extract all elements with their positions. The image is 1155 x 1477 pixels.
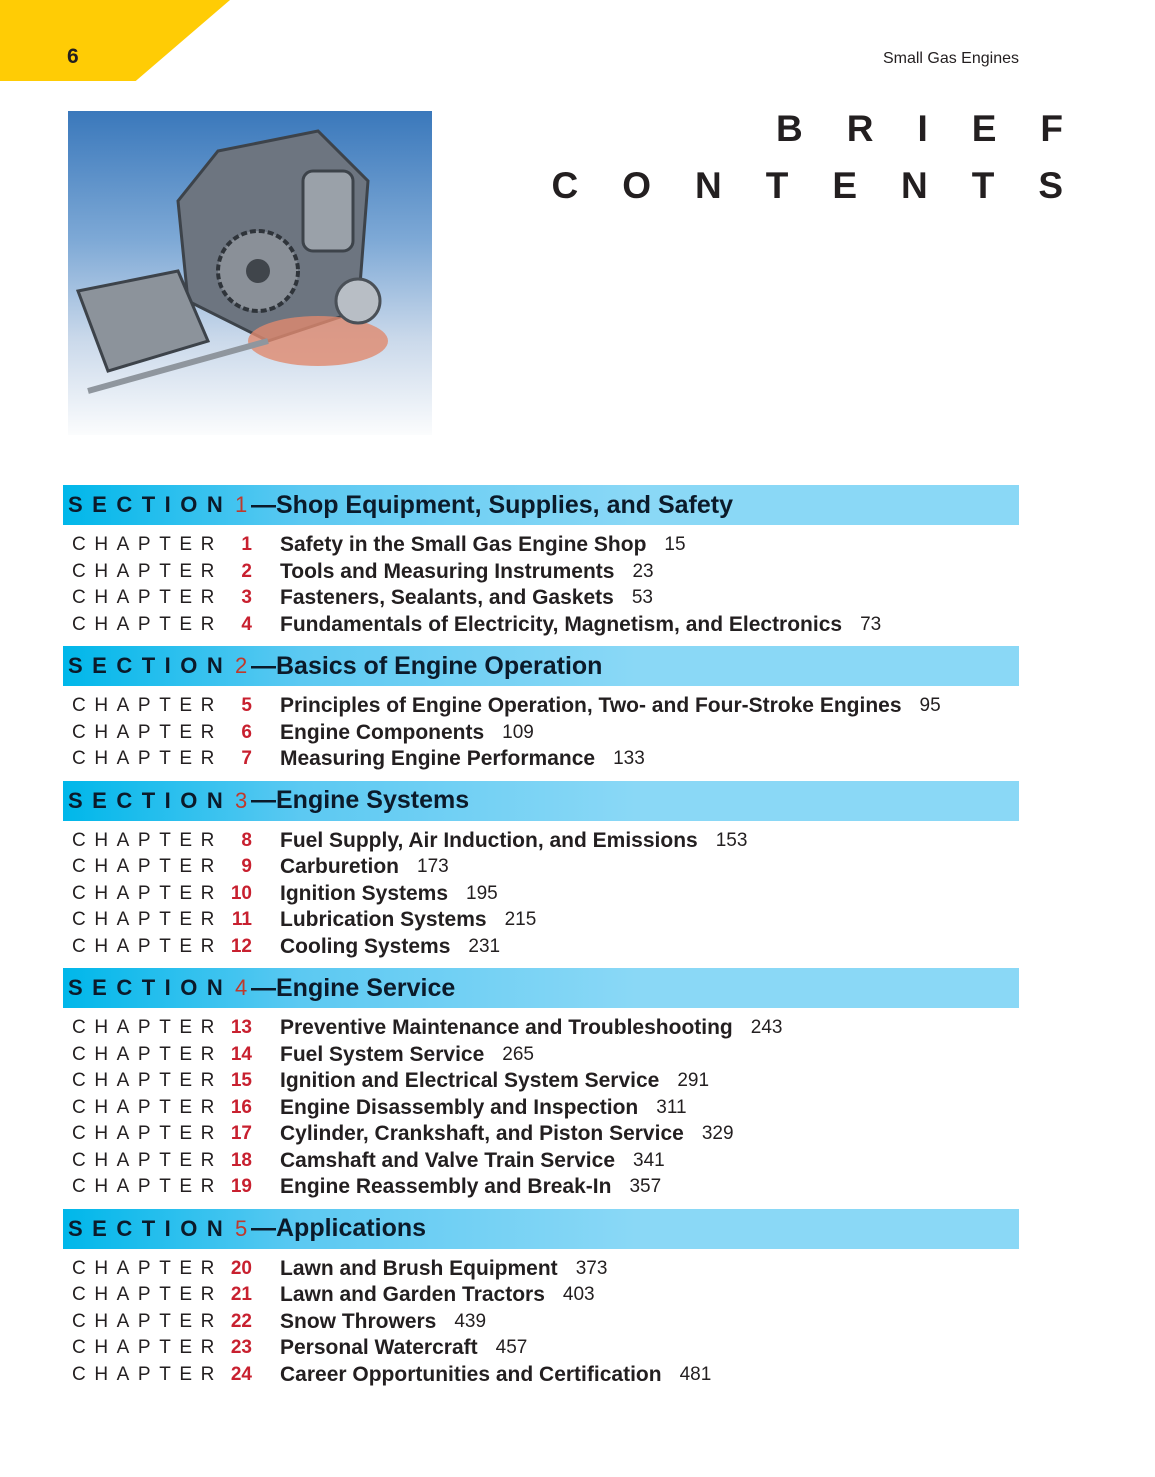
chapter-page-number: 53 [631,587,653,609]
page-corner-tab [0,0,230,81]
chapter-number: 2 [241,560,252,582]
chapter-label: CHAPTER [72,587,223,609]
chapter-title[interactable]: Engine Components [280,720,485,744]
section-number: 2 [235,653,248,678]
chapter-title[interactable]: Career Opportunities and Certification [280,1362,662,1386]
chapter-number: 4 [241,613,252,635]
chapter-label: CHAPTER [72,1043,223,1065]
chapter-label: CHAPTER [72,1310,223,1332]
toc-section [63,781,1019,969]
chapter-title[interactable]: Fasteners, Sealants, and Gaskets [280,586,614,610]
chapter-entry[interactable] [63,746,1019,773]
section-label: SECTION [68,787,233,813]
section-title: —Applications [251,1214,427,1242]
chapter-page-number: 243 [750,1017,783,1039]
chapter-label: CHAPTER [72,1337,223,1359]
section-header-bar[interactable] [63,646,1019,686]
chapter-page-number: 329 [701,1123,734,1145]
section-number: 1 [235,492,248,517]
chapter-entry[interactable] [63,1309,1019,1336]
running-head: Small Gas Engines [882,50,1019,67]
chapter-entry[interactable] [63,907,1019,934]
chapter-entry[interactable] [63,1015,1019,1042]
chapter-entry[interactable] [63,532,1019,559]
table-of-contents [63,485,1019,1396]
chapter-title[interactable]: Preventive Maintenance and Troubleshooting [280,1016,733,1040]
section-header-bar[interactable] [63,1209,1019,1249]
chapter-number: 7 [241,748,252,770]
chapter-page-number: 215 [504,909,537,931]
chapter-title[interactable]: Fuel Supply, Air Induction, and Emissions [280,828,698,852]
chapter-title[interactable]: Measuring Engine Performance [280,747,596,771]
chapter-page-number: 109 [502,721,534,743]
chapter-page-number: 231 [468,935,501,957]
chapter-list [63,686,1019,781]
engine-illustration [68,111,432,435]
chapter-number: 5 [241,695,252,717]
chapter-page-number: 265 [502,1043,534,1065]
chapter-entry[interactable] [63,1362,1019,1389]
chapter-title[interactable]: Fundamentals of Electricity, Magnetism, and Electronics [280,612,843,636]
chapter-label: CHAPTER [72,1149,223,1171]
chapter-list [63,821,1019,969]
chapter-title[interactable]: Snow Throwers [280,1309,437,1333]
chapter-number: 9 [241,856,252,878]
chapter-entry[interactable] [63,854,1019,881]
chapter-page-number: 153 [715,829,748,851]
chapter-label: CHAPTER [72,909,223,931]
section-title: —Basics of Engine Operation [251,651,603,680]
chapter-entry[interactable] [63,612,1019,639]
chapter-entry[interactable] [63,1121,1019,1148]
chapter-entry[interactable] [63,693,1019,720]
chapter-title[interactable]: Principles of Engine Operation, Two- and Four-Stroke Engines [280,694,902,718]
chapter-title[interactable]: Ignition and Electrical System Service [280,1069,660,1093]
chapter-number: 23 [230,1337,252,1359]
chapter-label: CHAPTER [72,829,223,851]
chapter-entry[interactable] [63,1042,1019,1069]
section-number: 5 [235,1215,248,1241]
chapter-number: 12 [230,935,252,957]
chapter-title[interactable]: Lawn and Brush Equipment [280,1256,558,1280]
chapter-label: CHAPTER [72,1123,223,1145]
section-header-bar[interactable] [63,485,1019,525]
chapter-number: 22 [230,1310,252,1332]
chapter-label: CHAPTER [72,1363,223,1385]
chapter-label: CHAPTER [72,721,223,743]
chapter-page-number: 291 [677,1070,710,1092]
chapter-number: 20 [230,1257,252,1279]
chapter-entry[interactable] [63,1282,1019,1309]
chapter-page-number: 95 [919,695,941,717]
chapter-number: 3 [241,587,252,609]
chapter-entry[interactable] [63,934,1019,961]
chapter-entry[interactable] [63,828,1019,855]
chapter-title[interactable]: Cooling Systems [280,934,451,958]
toc-section [63,968,1019,1209]
section-title: —Engine Systems [251,786,470,814]
chapter-label: CHAPTER [72,695,223,717]
chapter-label: CHAPTER [72,534,223,556]
chapter-page-number: 173 [417,856,449,878]
chapter-page-number: 373 [575,1257,608,1279]
engine-photo [68,111,432,435]
chapter-title[interactable]: Engine Reassembly and Break-In [280,1175,612,1199]
chapter-title[interactable]: Ignition Systems [280,881,449,905]
chapter-label: CHAPTER [72,1017,223,1039]
section-label: SECTION [68,492,233,517]
chapter-page-number: 195 [466,882,498,904]
chapter-page-number: 311 [656,1096,687,1118]
chapter-page-number: 73 [860,613,882,635]
chapter-entry[interactable] [63,1335,1019,1362]
chapter-entry[interactable] [63,881,1019,908]
chapter-page-number: 133 [613,748,645,770]
chapter-number: 6 [241,721,252,743]
toc-section [63,485,1019,646]
chapter-label: CHAPTER [72,613,223,635]
chapter-title[interactable]: Camshaft and Valve Train Service [280,1148,615,1172]
chapter-number: 17 [230,1123,252,1145]
chapter-label: CHAPTER [72,1070,223,1092]
chapter-page-number: 341 [633,1149,665,1171]
chapter-title[interactable]: Carburetion [280,855,400,879]
brief-contents-title-line1: BRIEF [776,108,1107,149]
chapter-page-number: 457 [495,1337,528,1359]
chapter-label: CHAPTER [72,882,223,904]
chapter-number: 16 [230,1096,252,1118]
chapter-entry[interactable] [63,1174,1019,1201]
chapter-title[interactable]: Engine Disassembly and Inspection [280,1095,639,1119]
chapter-label: CHAPTER [72,856,223,878]
section-label: SECTION [68,1215,233,1241]
chapter-title[interactable]: Personal Watercraft [280,1336,478,1360]
chapter-number: 19 [230,1176,252,1198]
section-header-bar[interactable] [63,781,1019,821]
chapter-entry[interactable] [63,1148,1019,1175]
brief-contents-title-line2: CONTENTS [551,165,1107,206]
chapter-number: 11 [231,909,252,931]
chapter-page-number: 15 [664,534,686,556]
chapter-number: 21 [230,1284,252,1306]
chapter-list [63,1008,1019,1209]
chapter-number: 18 [230,1149,252,1171]
chapter-page-number: 439 [454,1310,487,1332]
chapter-title[interactable]: Tools and Measuring Instruments [280,559,615,583]
chapter-page-number: 357 [629,1176,662,1198]
chapter-number: 8 [241,829,252,851]
chapter-page-number: 403 [562,1284,595,1306]
chapter-title[interactable]: Safety in the Small Gas Engine Shop [280,533,647,557]
section-label: SECTION [68,653,233,678]
chapter-entry[interactable] [63,559,1019,586]
section-title: —Engine Service [251,973,456,1002]
chapter-title[interactable]: Cylinder, Crankshaft, and Piston Service [280,1122,684,1146]
chapter-list [63,525,1019,646]
section-title: —Shop Equipment, Supplies, and Safety [251,490,733,519]
chapter-label: CHAPTER [72,1257,223,1279]
chapter-entry[interactable] [63,1095,1019,1122]
chapter-entry[interactable] [63,720,1019,747]
chapter-label: CHAPTER [72,935,223,957]
chapter-number: 13 [230,1017,252,1039]
page-number: 6 [67,45,79,68]
section-label: SECTION [68,975,233,1000]
chapter-list [63,1249,1019,1397]
section-header-bar[interactable] [63,968,1019,1008]
section-number: 4 [235,975,248,1000]
section-number: 3 [235,787,248,813]
chapter-title[interactable]: Lubrication Systems [280,908,487,932]
toc-section [63,1209,1019,1397]
chapter-title[interactable]: Fuel System Service [280,1042,485,1066]
chapter-number: 15 [230,1070,252,1092]
chapter-label: CHAPTER [72,748,223,770]
chapter-entry[interactable] [63,1256,1019,1283]
chapter-number: 24 [230,1363,252,1385]
chapter-label: CHAPTER [72,1284,223,1306]
chapter-number: 1 [241,534,252,556]
chapter-page-number: 481 [679,1363,712,1385]
chapter-title[interactable]: Lawn and Garden Tractors [280,1283,545,1307]
chapter-entry[interactable] [63,1068,1019,1095]
chapter-number: 10 [230,882,252,904]
chapter-number: 14 [230,1043,252,1065]
chapter-label: CHAPTER [72,1176,223,1198]
toc-section [63,646,1019,781]
chapter-entry[interactable] [63,585,1019,612]
chapter-label: CHAPTER [72,560,223,582]
chapter-label: CHAPTER [72,1096,223,1118]
chapter-page-number: 23 [632,560,654,582]
